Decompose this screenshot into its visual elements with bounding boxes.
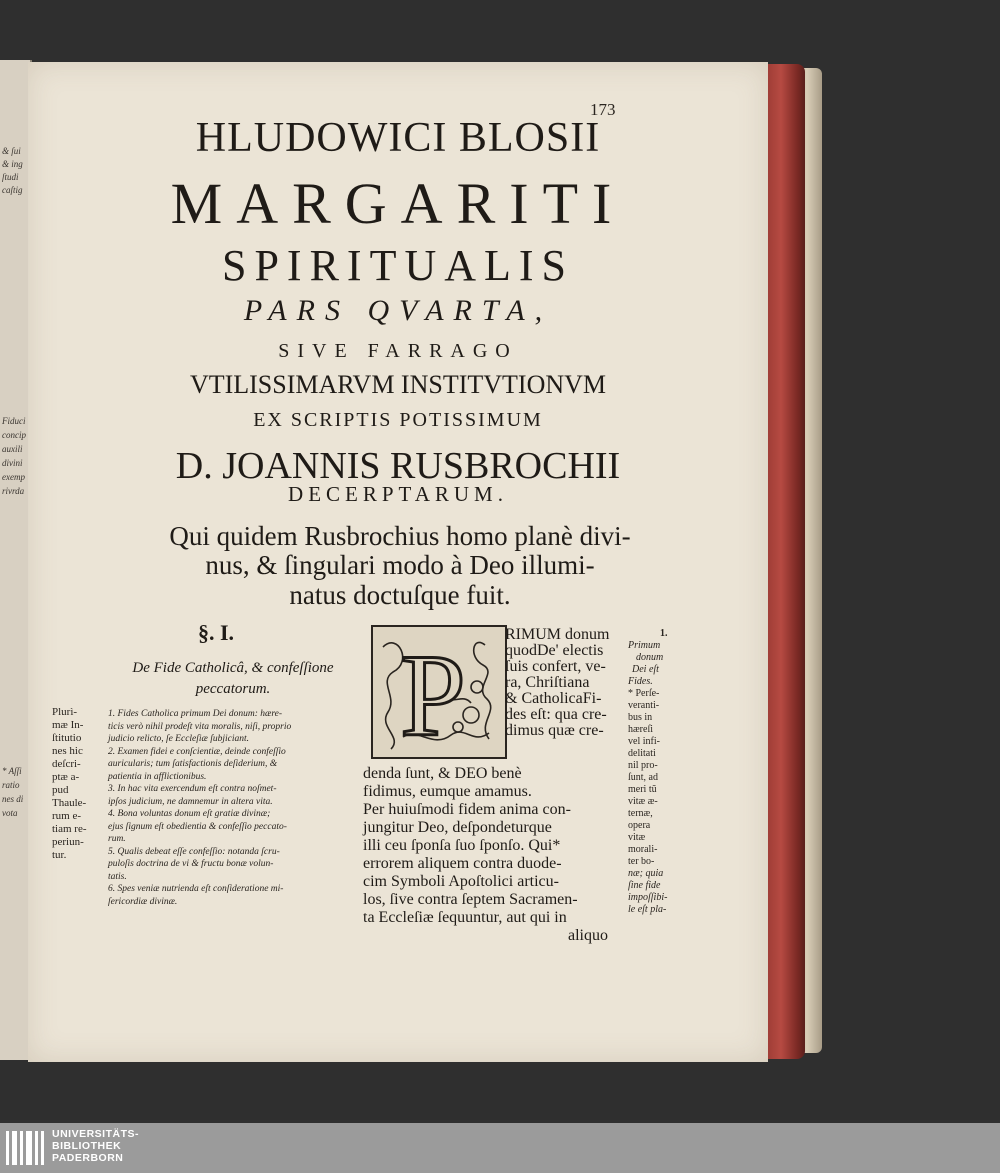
ornament-icon [373, 627, 505, 757]
title-subtitle-2: VTILISSIMARVM INSTITVTIONVM [189, 370, 607, 399]
body-line: illi ceu ſponſa ſuo ſponſo. Qui* [363, 837, 561, 854]
left-page-fragment: rivrda [2, 486, 25, 496]
red-page-edges [765, 64, 805, 1059]
margin-line: morali- [628, 844, 658, 855]
margin-line: vitæ æ- [628, 796, 658, 807]
summary-line: patientia in afflictionibus. [108, 771, 207, 782]
margin-line: le eſt pla- [628, 904, 667, 915]
margin-line: nes hic [52, 745, 83, 757]
margin-line: deſcri- [52, 758, 81, 770]
section-summary [108, 708, 388, 908]
left-page-fragment: ſtudi [2, 172, 19, 182]
body-line: cim Symboli Apoſtolici articu- [363, 873, 559, 890]
right-margin-note [628, 628, 688, 916]
margin-line: veranti- [628, 700, 660, 711]
summary-line: tatis. [108, 871, 127, 882]
summary-line: ipſos judicium, ne damnemur in altera vita. [108, 796, 273, 807]
margin-line: pud [52, 784, 69, 796]
body-line: Per huiuſmodi fidem anima con- [363, 801, 571, 818]
left-page-fragment: exemp [2, 472, 25, 482]
title-author: HLUDOWICI BLOSII [195, 115, 601, 161]
left-page-fragment: * Aſſi [2, 766, 22, 776]
body-line: ſuis confert, ve- [505, 658, 606, 675]
margin-line: tiam re- [52, 823, 87, 835]
section-title-line: De Fide Catholicâ, & confeſſione [132, 660, 334, 676]
library-name-line: PADERBORN [52, 1152, 124, 1164]
body-line: fidimus, eumque amamus. [363, 783, 532, 800]
library-name-line: BIBLIOTHEK [52, 1140, 122, 1152]
summary-line: ſericordiæ divinæ. [108, 896, 178, 907]
intro-line: nus, & ſingulari modo à Deo illumi- [205, 550, 595, 580]
intro-line: Qui quidem Rusbrochius homo planè divi- [169, 521, 631, 551]
summary-line: puloſis doctrina de vi & fructu bonæ volun- [108, 859, 274, 869]
margin-line: rum e- [52, 810, 82, 822]
body-line: los, ſive contra ſeptem Sacramen- [363, 891, 578, 908]
margin-line: delitati [628, 748, 656, 759]
left-page-fragment: nes di [2, 794, 24, 804]
margin-line: nil pro- [628, 760, 658, 771]
margin-line: Fides. [628, 676, 653, 687]
title-part: PARS QVARTA, [243, 294, 553, 327]
left-page-fragment: caſtig [2, 185, 23, 195]
library-footer [0, 1123, 1000, 1173]
margin-line: tur. [52, 849, 67, 861]
summary-line: ejus ſignum eſt obedientia & confeſſio peccato- [108, 821, 287, 832]
margin-line: Dei eſt [632, 664, 659, 675]
body-line: & CatholicaFi- [505, 690, 602, 707]
margin-line: ſtitutio [52, 732, 82, 744]
library-name-line: UNIVERSITÄTS- [52, 1128, 140, 1140]
margin-line: opera [628, 820, 651, 831]
body-line: quodDe' electis [505, 642, 604, 659]
catchword: aliquo [568, 927, 608, 944]
title-subtitle-1: SIVE FARRAGO [278, 340, 518, 362]
margin-line: vel infi- [628, 736, 660, 747]
body-line: ra, Chriſtiana [505, 674, 590, 691]
summary-line: rum. [108, 834, 126, 844]
margin-line: meri tũ [628, 784, 657, 795]
left-page-fragment: concip [2, 430, 26, 440]
margin-line: periun- [52, 836, 84, 848]
body-line: dimus quæ cre- [505, 722, 604, 739]
summary-line: auricularis; tum ſatisfactionis deſiderium, & [108, 759, 278, 769]
summary-line: 4. Bona voluntas donum eſt gratiæ divinæ; [108, 809, 271, 819]
section-mark: §. I. [198, 620, 235, 645]
body-line: denda ſunt, & DEO benè [363, 765, 522, 782]
left-page-fragment: vota [2, 808, 18, 818]
summary-line: ticis verò nihil prodeſt vita moralis, niſi, proprio [108, 721, 292, 732]
left-page-fragment: & ſui [2, 146, 21, 156]
intro-line: natus doctuſque fuit. [289, 580, 511, 610]
left-page-fragment: & ing [2, 159, 23, 169]
title-subtitle-4: DECERPTARUM. [288, 482, 508, 506]
body-line: errorem aliquem contra duode- [363, 855, 562, 872]
margin-line: ſine fide [628, 880, 661, 891]
page-number: 173 [590, 100, 616, 119]
margin-line: Plurì- [52, 706, 78, 718]
margin-line: bus in [628, 712, 653, 723]
body-line: RIMUM donum [505, 626, 610, 643]
margin-line: ternæ, [628, 808, 653, 819]
left-margin-note [52, 706, 102, 862]
summary-line: 6. Spes veniæ nutrienda eſt conſideratione mi- [108, 884, 284, 894]
left-page-fragment: Fiduci [2, 416, 26, 426]
body-line: des eſt: qua cre- [505, 706, 607, 723]
library-logo-icon [4, 1127, 46, 1169]
margin-line: ptæ a- [52, 771, 80, 783]
summary-line: 3. In hac vita exercendum eſt contra noſmet- [108, 784, 277, 794]
margin-line: hæreſi [628, 724, 653, 735]
margin-line: ter bo- [628, 856, 655, 867]
summary-line: judicio relicto, ſe Eccleſiæ ſubjiciant. [108, 734, 250, 744]
margin-line: Thaule- [52, 797, 87, 809]
margin-line: vitæ [628, 832, 646, 843]
summary-line: 5. Qualis debeat eſſe confeſſio: notanda ſcru- [108, 846, 280, 857]
title-source-author: D. JOANNIS RUSBROCHII [175, 445, 621, 487]
summary-line: 2. Examen fidei e conſcientiæ, deinde confeſſio [108, 746, 286, 757]
margin-number: 1. [660, 628, 668, 639]
margin-line: ſunt, ad [628, 772, 658, 783]
svg-text:P: P [400, 630, 466, 757]
margin-line: impoſſibi- [628, 892, 668, 903]
margin-line: donum [636, 652, 664, 663]
body-line: ta Eccleſiæ ſequuntur, aut qui in [363, 909, 567, 926]
title-main-2: SPIRITUALIS [221, 241, 575, 290]
decorated-initial [371, 625, 507, 759]
title-subtitle-3: EX SCRIPTIS POTISSIMUM [253, 409, 543, 431]
left-page-fragment: auxili [2, 444, 23, 454]
section-title [88, 658, 378, 700]
body-line: jungitur Deo, deſpondeturque [363, 819, 552, 836]
book-page [28, 62, 768, 1062]
library-name [52, 1128, 139, 1164]
margin-line: mæ In- [52, 719, 84, 731]
left-page-fragment: divini [2, 458, 23, 468]
section-title-line: peccatorum. [195, 681, 271, 697]
margin-line: Primum [628, 640, 661, 651]
title-main: MARGARITI [170, 171, 626, 236]
summary-line: 1. Fides Catholica primum Dei donum: hære- [108, 709, 283, 719]
margin-line: * Perſe- [628, 688, 660, 699]
left-page-fragment: ratio [2, 780, 20, 790]
margin-line: næ; quia [628, 868, 664, 879]
